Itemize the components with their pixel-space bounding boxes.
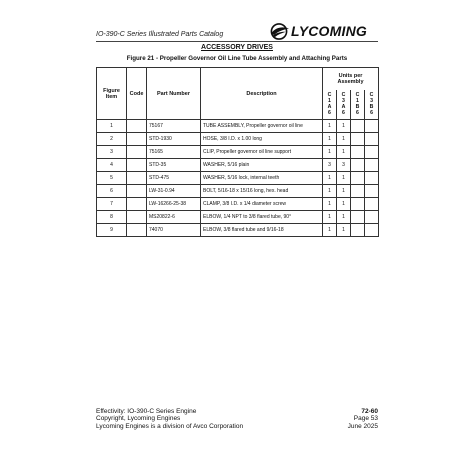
unit-column-header: C 1 B 6	[351, 90, 365, 120]
units-cell: 1	[337, 172, 351, 185]
units-cell	[365, 198, 379, 211]
units-cell	[351, 185, 365, 198]
part-number-cell: 75165	[147, 146, 201, 159]
header-divider	[96, 41, 378, 42]
part-number-cell: 74070	[147, 224, 201, 237]
brand-wordmark: LYCOMING	[291, 23, 368, 39]
lycoming-logo	[268, 22, 376, 40]
units-cell	[365, 159, 379, 172]
units-cell	[365, 185, 379, 198]
code-cell	[127, 120, 147, 133]
figure-item-cell: 9	[97, 224, 127, 237]
part-number-cell: LW-16266-25-38	[147, 198, 201, 211]
description-cell: WASHER, 5/16 lock, internal teeth	[201, 172, 323, 185]
units-cell: 3	[337, 159, 351, 172]
units-cell	[351, 159, 365, 172]
code-cell	[127, 198, 147, 211]
code-cell	[127, 211, 147, 224]
part-number-cell: STD-1930	[147, 133, 201, 146]
code-cell	[127, 133, 147, 146]
units-per-assembly-header: Units per Assembly	[323, 68, 379, 90]
units-cell	[351, 133, 365, 146]
units-cell	[351, 146, 365, 159]
units-cell	[365, 224, 379, 237]
units-cell: 1	[337, 133, 351, 146]
unit-column-header: C 3 A 6	[337, 90, 351, 120]
table-row	[97, 172, 379, 185]
units-cell: 1	[323, 120, 337, 133]
part-number-header: Part Number	[147, 68, 201, 120]
units-cell: 1	[323, 198, 337, 211]
units-cell: 1	[337, 120, 351, 133]
code-header: Code	[127, 68, 147, 120]
page-number: Page 53	[353, 415, 378, 423]
revision-date: June 2025	[347, 422, 378, 430]
unit-column-header: C 3 B 6	[365, 90, 379, 120]
parts-table	[96, 67, 379, 237]
page-footer	[96, 408, 378, 430]
units-cell	[351, 224, 365, 237]
figure-item-cell: 8	[97, 211, 127, 224]
code-cell	[127, 159, 147, 172]
description-cell: WASHER, 5/16 plain	[201, 159, 323, 172]
table-row	[97, 185, 379, 198]
table-row	[97, 159, 379, 172]
units-cell	[351, 198, 365, 211]
units-cell: 1	[337, 146, 351, 159]
figure-item-cell: 5	[97, 172, 127, 185]
table-row	[97, 146, 379, 159]
description-header: Description	[201, 68, 323, 120]
figure-item-cell: 7	[97, 198, 127, 211]
figure-title: Figure 21 - Propeller Governor Oil Line Tube Assembly and Attaching Parts	[126, 55, 348, 62]
figure-item-cell: 2	[97, 133, 127, 146]
part-number-cell: MS20822-6	[147, 211, 201, 224]
unit-column-header: C 1 A 6	[323, 90, 337, 120]
units-cell	[351, 172, 365, 185]
table-row	[97, 224, 379, 237]
units-cell: 1	[323, 172, 337, 185]
units-cell: 1	[323, 224, 337, 237]
copyright-text: Copyright, Lycoming Engines	[96, 415, 181, 423]
table-row	[97, 211, 379, 224]
units-cell	[365, 120, 379, 133]
description-cell: HOSE, 3/8 I.D. x 1.00 long	[201, 133, 323, 146]
code-cell	[127, 185, 147, 198]
code-cell	[127, 172, 147, 185]
units-cell: 1	[337, 224, 351, 237]
units-cell: 1	[323, 133, 337, 146]
description-cell: ELBOW, 3/8 flared tube and 9/16-18	[201, 224, 323, 237]
units-cell: 1	[337, 211, 351, 224]
description-cell: CLAMP, 3/8 I.D. x 1/4 diameter screw	[201, 198, 323, 211]
description-cell: BOLT, 5/16-18 x 15/16 long, hex. head	[201, 185, 323, 198]
units-cell	[365, 211, 379, 224]
description-cell: TUBE ASSEMBLY, Propeller governor oil line	[201, 120, 323, 133]
figure-item-header: Figure Item	[97, 68, 127, 120]
effectivity-text: Effectivity: IO-390-C Series Engine	[96, 408, 197, 415]
code-cell	[127, 224, 147, 237]
figure-item-cell: 6	[97, 185, 127, 198]
figure-item-cell: 1	[97, 120, 127, 133]
table-row	[97, 133, 379, 146]
units-cell: 1	[337, 198, 351, 211]
units-cell	[365, 133, 379, 146]
units-cell: 1	[323, 185, 337, 198]
section-title: ACCESSORY DRIVES	[201, 44, 273, 51]
units-cell	[365, 146, 379, 159]
table-row	[97, 120, 379, 133]
chapter-number: 72-60	[361, 408, 378, 415]
division-text: Lycoming Engines is a division of Avco Corporation	[96, 422, 244, 430]
figure-item-cell: 4	[97, 159, 127, 172]
catalog-title: IO-390-C Series Illustrated Parts Catalog	[96, 31, 224, 38]
units-cell: 1	[323, 146, 337, 159]
part-number-cell: LW-31-0.94	[147, 185, 201, 198]
code-cell	[127, 146, 147, 159]
description-cell: ELBOW, 1/4 NPT to 3/8 flared tube, 90°	[201, 211, 323, 224]
part-number-cell: STD-35	[147, 159, 201, 172]
units-cell	[365, 172, 379, 185]
units-cell	[351, 120, 365, 133]
table-row	[97, 198, 379, 211]
units-cell	[351, 211, 365, 224]
units-cell: 3	[323, 159, 337, 172]
part-number-cell: STD-475	[147, 172, 201, 185]
part-number-cell: 75167	[147, 120, 201, 133]
lycoming-wing-icon	[268, 23, 290, 40]
units-cell: 1	[337, 185, 351, 198]
figure-item-cell: 3	[97, 146, 127, 159]
description-cell: CLIP, Propeller governor oil line support	[201, 146, 323, 159]
units-cell: 1	[323, 211, 337, 224]
